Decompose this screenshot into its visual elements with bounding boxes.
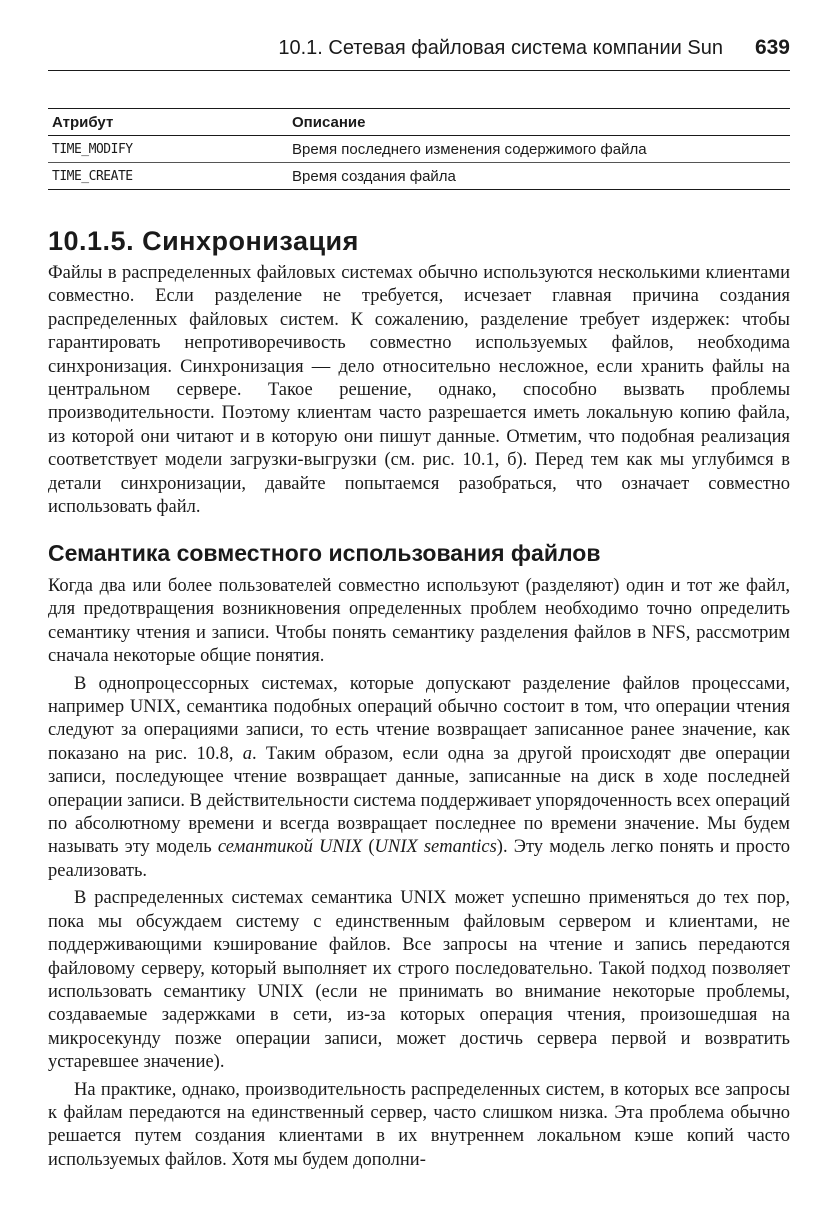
paragraph-2 — [48, 673, 790, 884]
page-number: 639 — [754, 36, 790, 59]
column-header-attribute: Атрибут — [48, 109, 288, 136]
subsection-heading: Семантика совместного использования файлов — [48, 540, 601, 566]
description-cell: Время последнего изменения содержимого файла — [288, 136, 790, 163]
paren-open: ( — [362, 837, 375, 858]
column-header-description: Описание — [288, 109, 790, 136]
figure-letter: а — [242, 743, 253, 764]
table-header-row — [48, 109, 790, 136]
term-unix-semantics-ru: семантикой UNIX — [217, 837, 363, 858]
running-title: 10.1. Сетевая файловая система компании Sun — [278, 37, 723, 59]
subsection-body — [48, 575, 790, 1172]
table-row — [48, 163, 790, 190]
paragraph-3: В распределенных системах семантика UNIX может успешно применяться до тех пор, пока мы обсуждаем систему с единственным файловым сервером и клиентами, не поддерживающими кэширование файлов. Все запросы на чтение и запись передаются файловому серверу, который выполняет их строго последовательно. Такой подход позволяет использовать семантику UNIX (если не принимать во внимание некоторые проблемы, создаваемые задержками в сети, из-за которых операция чтения, произошедшая на микросекунду позже операции записи, может достичь сервера первой и возвратить устаревшее значение). — [48, 888, 790, 1073]
description-cell: Время создания файла — [292, 167, 456, 185]
paragraph-1: Когда два или более пользователей совместно используют (разделяют) один и тот же файл, для предотвращения возникновения определенных проблем необходимо точно определить семантику чтения и записи. Чтобы понять семантику разделения файлов в NFS, рассмотрим сначала некоторые общие понятия. — [48, 576, 790, 667]
running-header — [48, 36, 790, 71]
paragraph-4: На практике, однако, производительность распределенных систем, в которых все запросы к файлам передаются на единственный сервер, часто слишком низка. Эта проблема обычно решается путем создания клиентами в их внутреннем локальном кэше копий часто используемых файлов. Хотя мы будем дополни- — [48, 1079, 790, 1170]
term-unix-semantics-en: UNIX semantics — [374, 837, 497, 858]
table-row — [48, 136, 790, 163]
attribute-cell: TIME_MODIFY — [48, 136, 288, 163]
attribute-cell: TIME_CREATE — [52, 168, 133, 184]
paragraph-2-text-a: В однопроцессорных системах, которые допускают разделение файлов процессами, например UNIX, семантика подобных операций обычно состоит в том, что операции чтения следуют за операциями записи, то есть чтение возвращает записанное ранее значение, как показано на рис. 10.8, — [48, 673, 790, 764]
paragraph-2-text-b: . Таким образом, если одна за другой происходят две операции записи, последующее чтение возвращает данные, записанные на диск в ходе последней операции записи. В действительности система поддерживает упорядоченность всех операций по абсолютному времени и всегда возвращает последнее по времени значение. Мы будем называть эту модель — [48, 743, 790, 858]
section-heading: 10.1.5. Синхронизация — [48, 226, 359, 256]
section-body — [48, 262, 790, 519]
paragraph-2-text-c: ). Эту модель легко понять и просто реализовать. — [48, 837, 791, 881]
attribute-table — [48, 108, 790, 190]
section-paragraph: Файлы в распределенных файловых системах обычно используются несколькими клиентами совместно. Если разделение не требуется, исчезает главная причина создания распределенных файловых систем. К сожалению, разделение требует издержек: чтобы гарантировать непротиворечивость совместно используемых файлов, необходима синхронизация. Синхронизация — дело относительно несложное, если хранить файлы на центральном сервере. Такое решение, однако, способно вызвать проблемы производительности. Поэтому клиентам часто разрешается иметь локальную копию файла, из которой они читают и в которую они пишут данные. Отметим, что подобная реализация соответствует модели загрузки-выгрузки (см. рис. 10.1, б). Перед тем как мы углубимся в детали синхронизации, давайте попытаемся разобраться, что означает совместно использовать файл. — [48, 263, 790, 518]
